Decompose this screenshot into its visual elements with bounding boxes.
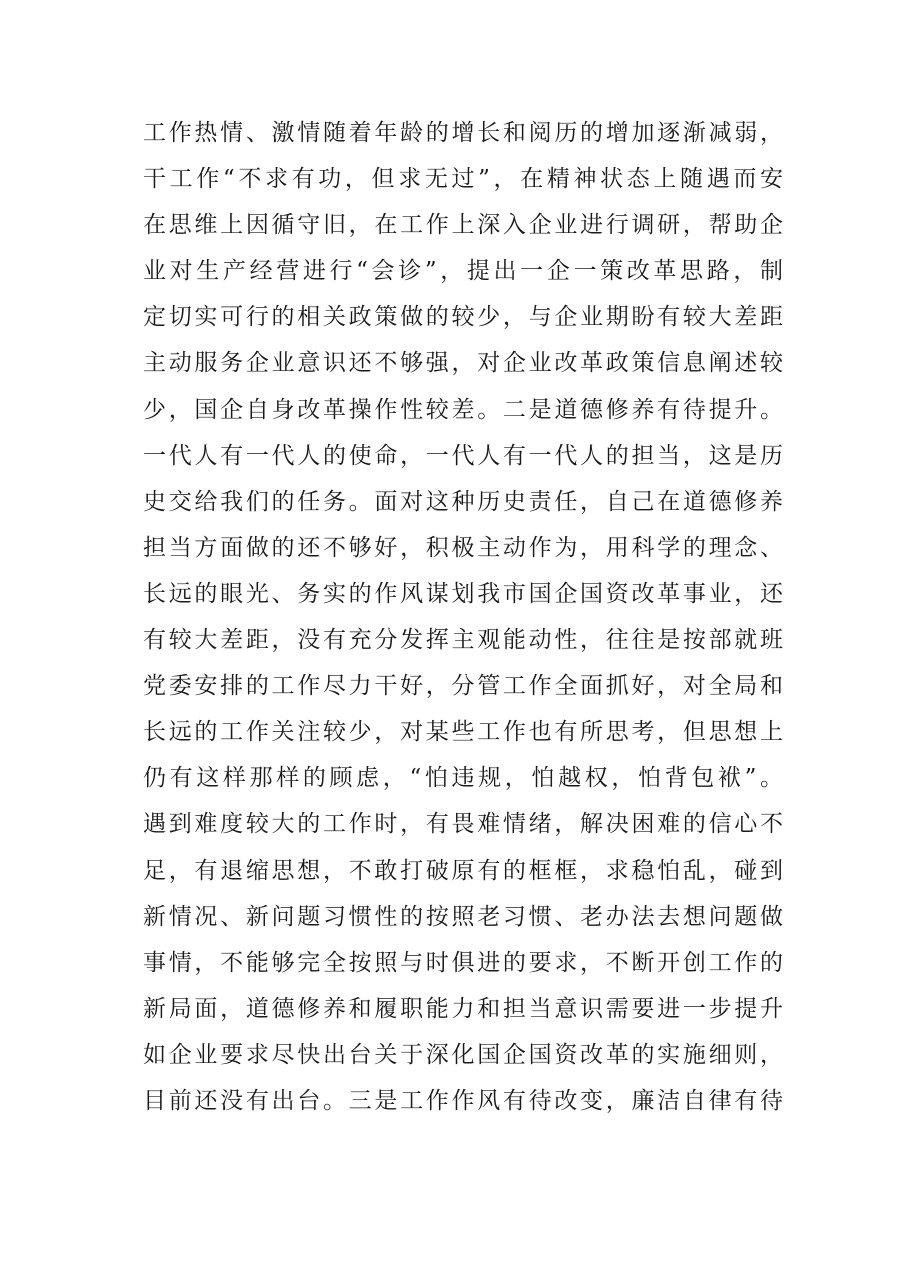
text-line: 主动服务企业意识还不够强，对企业改革政策信息阐述较 <box>143 350 783 377</box>
text-line: 少，国企自身改革操作性较差。二是道德修养有待提升。 <box>143 396 783 423</box>
text-line: 定切实可行的相关政策做的较少，与企业期盼有较大差距 <box>143 304 783 331</box>
text-line: 一代人有一代人的使命，一代人有一代人的担当，这是历 <box>143 442 783 469</box>
text-line: 如企业要求尽快出台关于深化国企国资改革的实施细则， <box>143 1041 783 1068</box>
text-line: 业对生产经营进行“会诊”，提出一企一策改革思路，制 <box>143 258 783 285</box>
text-line: 事情，不能够完全按照与时俱进的要求，不断开创工作的 <box>143 949 783 976</box>
text-line: 史交给我们的任务。面对这种历史责任，自己在道德修养 <box>143 488 783 515</box>
text-line: 工作热情、激情随着年龄的增长和阅历的增加逐渐减弱， <box>143 120 783 146</box>
text-line: 新情况、新问题习惯性的按照老习惯、老办法去想问题做 <box>143 903 783 930</box>
text-line: 干工作“不求有功，但求无过”，在精神状态上随遇而安 <box>143 166 783 193</box>
text-line: 足，有退缩思想，不敢打破原有的框框，求稳怕乱，碰到 <box>143 857 783 884</box>
text-line: 担当方面做的还不够好，积极主动作为，用科学的理念、 <box>143 534 783 561</box>
text-line: 在思维上因循守旧，在工作上深入企业进行调研，帮助企 <box>143 212 783 239</box>
text-line: 有较大差距，没有充分发挥主观能动性，往往是按部就班 <box>143 627 783 654</box>
text-line: 仍有这样那样的顾虑，“怕违规，怕越权，怕背包袱”。 <box>143 765 783 792</box>
text-line: 长远的眼光、务实的作风谋划我市国企国资改革事业，还 <box>143 580 783 607</box>
body-text <box>143 110 783 1124</box>
text-line: 遇到难度较大的工作时，有畏难情绪，解决困难的信心不 <box>143 811 783 838</box>
text-line: 长远的工作关注较少，对某些工作也有所思考，但思想上 <box>143 719 783 746</box>
text-line: 目前还没有出台。三是工作作风有待改变，廉洁自律有待 <box>143 1087 783 1114</box>
text-line: 新局面，道德修养和履职能力和担当意识需要进一步提升 <box>143 995 783 1022</box>
text-line: 党委安排的工作尽力干好，分管工作全面抓好，对全局和 <box>143 673 783 700</box>
